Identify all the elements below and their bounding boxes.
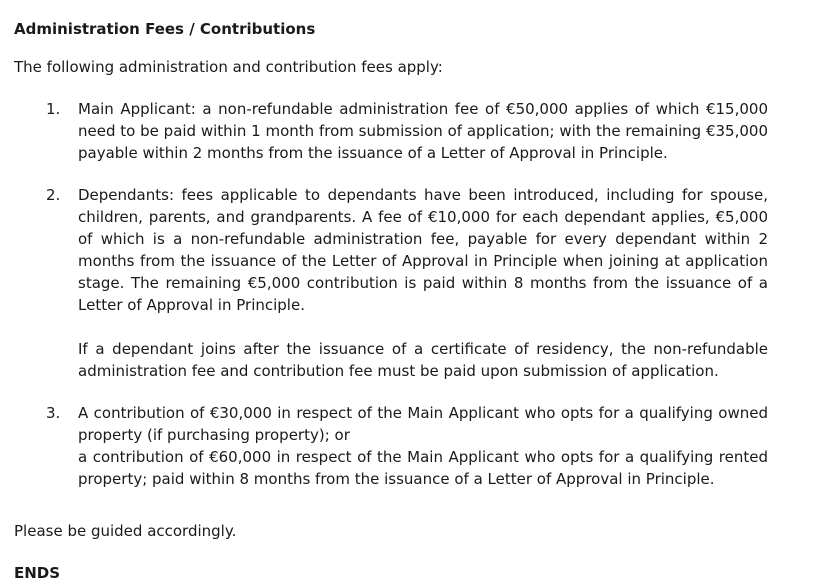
list-item-text: Dependants: fees applicable to dependants have been introduced, including for spouse, children, parents, and grandparents. A fee of €10,000 for each dependant applies, €5,000 of which is a non-refundable administration fee, payable for every dependant within 2 months from the issuance of the Letter of Approval in Principle when joining at application stage. The remaining €5,000 contribution is paid within 8 months from the issuance of a Letter of Approval in Principle. <box>78 186 768 314</box>
list-item-text: a contribution of €60,000 in respect of the Main Applicant who opts for a qualifying rented property; paid within 8 months from the issuance of a Letter of Approval in Principle. <box>78 448 768 488</box>
list-item-contribution <box>12 402 811 490</box>
list-number: 1. <box>46 100 61 118</box>
list-item-dependants <box>12 184 811 382</box>
intro-text: The following administration and contribution fees apply: <box>14 58 443 76</box>
fee-list <box>12 98 811 490</box>
closing-text: Please be guided accordingly. <box>14 522 237 540</box>
ends-label: ENDS <box>14 564 61 582</box>
list-number: 3. <box>46 404 61 422</box>
list-item-text: If a dependant joins after the issuance of a certificate of residency, the non-refundable administration fee and contribution fee must be paid upon submission of application. <box>78 340 768 380</box>
list-number: 2. <box>46 186 61 204</box>
list-item-text: A contribution of €30,000 in respect of the Main Applicant who opts for a qualifying owned property (if purchasing property); or <box>78 404 768 444</box>
list-item-text: Main Applicant: a non-refundable administration fee of €50,000 applies of which €15,000 need to be paid within 1 month from submission of application; with the remaining €35,000 payable within 2 months from the issuance of a Letter of Approval in Principle. <box>78 100 768 162</box>
section-heading: Administration Fees / Contributions <box>14 20 316 38</box>
list-item-main-applicant <box>12 98 811 164</box>
